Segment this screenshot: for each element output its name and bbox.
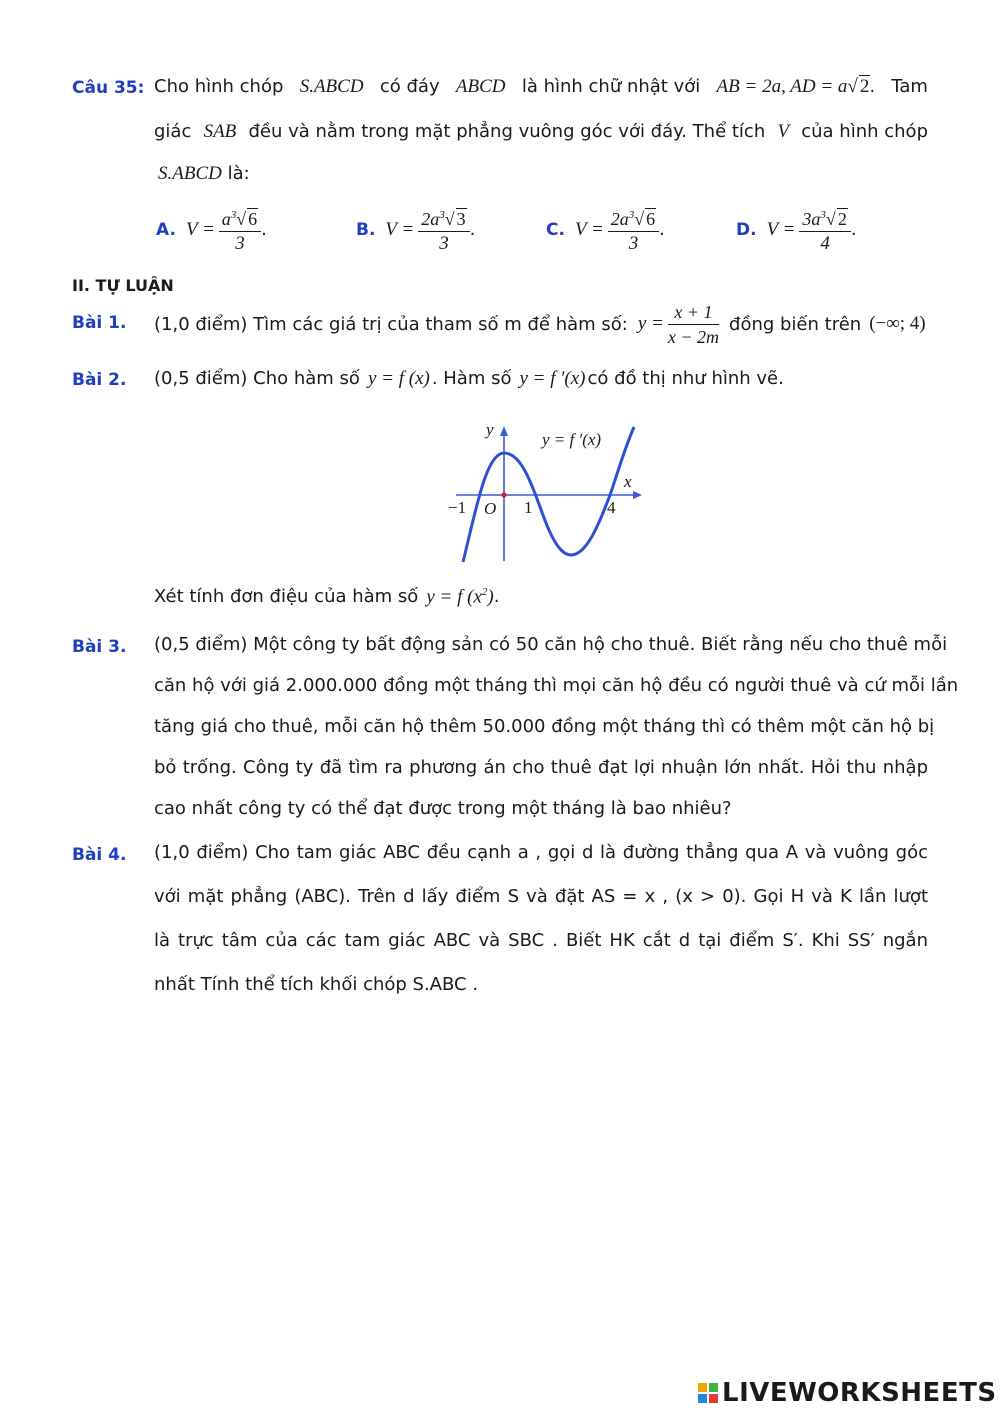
q35-line-3: S.ABCD là: — [158, 163, 250, 184]
question-label: Câu 35: — [72, 78, 145, 98]
b1-label: Bài 1. — [72, 313, 127, 333]
b2-statement: (0,5 điểm) Cho hàm số y = f (x) . Hàm số y = f ′(x) có đồ thị như hình vẽ. — [154, 368, 784, 389]
b4-line: nhất Tính thể tích khối chóp S.ABC . — [154, 974, 479, 995]
option-b[interactable]: B. V = $\frac{2a^3√ 3}{3}$ . — [356, 203, 475, 256]
b3-line: bỏ trống. Công ty đã tìm ra phương án cho thuê đạt lợi nhuận lớn nhất. Hỏi thu nhập — [154, 757, 928, 778]
tick-1-label: 1 — [524, 498, 533, 517]
b3-line: cao nhất công ty có thể đạt được trong một tháng là bao nhiêu? — [154, 798, 732, 819]
b4-line: là trực tâm của các tam giác ABC và SBC . Biết HK cắt d tại điểm S′. Khi SS′ ngắn — [154, 930, 928, 951]
q35-line-2: giác SAB đều và nằm trong mặt phẳng vuông góc với đáy. Thể tích V của hình chóp — [154, 121, 928, 142]
tick-4-label: 4 — [607, 498, 616, 517]
b3-paragraph — [154, 634, 959, 839]
b3-line: (0,5 điểm) Một công ty bất động sản có 50 căn hộ cho thuê. Biết rằng nếu cho thuê mỗi — [154, 634, 948, 655]
q35-condition: AB = 2a, AD = a√ 2. — [716, 76, 876, 97]
b4-paragraph — [154, 842, 928, 1018]
option-a[interactable]: A. V = $\frac{a^3√ 6}{3}$ . — [156, 203, 267, 256]
b2-question: Xét tính đơn điệu của hàm số y = f $(x^2)$ . — [154, 586, 500, 608]
y-axis-arrow — [500, 426, 508, 436]
q35-line-1: Cho hình chóp S.ABCD có đáy ABCD là hình chữ nhật với AB = 2a, AD = a√ 2. Tam — [154, 76, 928, 97]
x-axis-label: x — [624, 472, 632, 491]
logo-text: LIVEWORKSHEETS — [722, 1378, 997, 1408]
curve-label: y = f ′(x) — [542, 430, 602, 449]
b3-line: căn hộ với giá 2.000.000 đồng một tháng thì mọi căn hộ đều có người thuê và cứ mỗi lần — [154, 675, 959, 696]
b4-label: Bài 4. — [72, 845, 127, 865]
answer-options — [156, 203, 876, 263]
b3-label: Bài 3. — [72, 637, 127, 657]
b4-line: (1,0 điểm) Cho tam giác ABC đều cạnh a , gọi d là đường thẳng qua A và vuông góc — [154, 842, 928, 863]
origin-dot — [501, 492, 506, 497]
y-axis-label: y — [486, 420, 494, 439]
tick-neg1-label: −1 — [448, 498, 467, 517]
section-title: II. TỰ LUẬN — [72, 276, 174, 295]
logo-icon — [698, 1383, 718, 1403]
b3-line: tăng giá cho thuê, mỗi căn hộ thêm 50.000 đồng một tháng thì có thêm một căn hộ bị — [154, 716, 935, 737]
b1-statement: (1,0 điểm) Tìm các giá trị của tham số m để hàm số: y = $\frac{x + 1}{x - 2m}$ đồng biến trên (−∞; 4) — [154, 301, 926, 347]
option-d[interactable]: D. V = $\frac{3a^3√ 2}{4}$ . — [736, 203, 857, 256]
b1-fraction: $\frac{x + 1}{x - 2m}$ — [667, 301, 720, 347]
b4-line: với mặt phẳng (ABC). Trên d lấy điểm S và đặt AS = x , (x > 0). Gọi H và K lần lượt — [154, 886, 928, 907]
derivative-graph — [440, 415, 650, 567]
b2-label: Bài 2. — [72, 370, 127, 390]
option-c[interactable]: C. V = $\frac{2a^3√ 6}{3}$ . — [546, 203, 665, 256]
x-axis-arrow — [633, 491, 642, 499]
origin-label: O — [484, 499, 497, 518]
liveworksheets-logo — [698, 1378, 997, 1408]
